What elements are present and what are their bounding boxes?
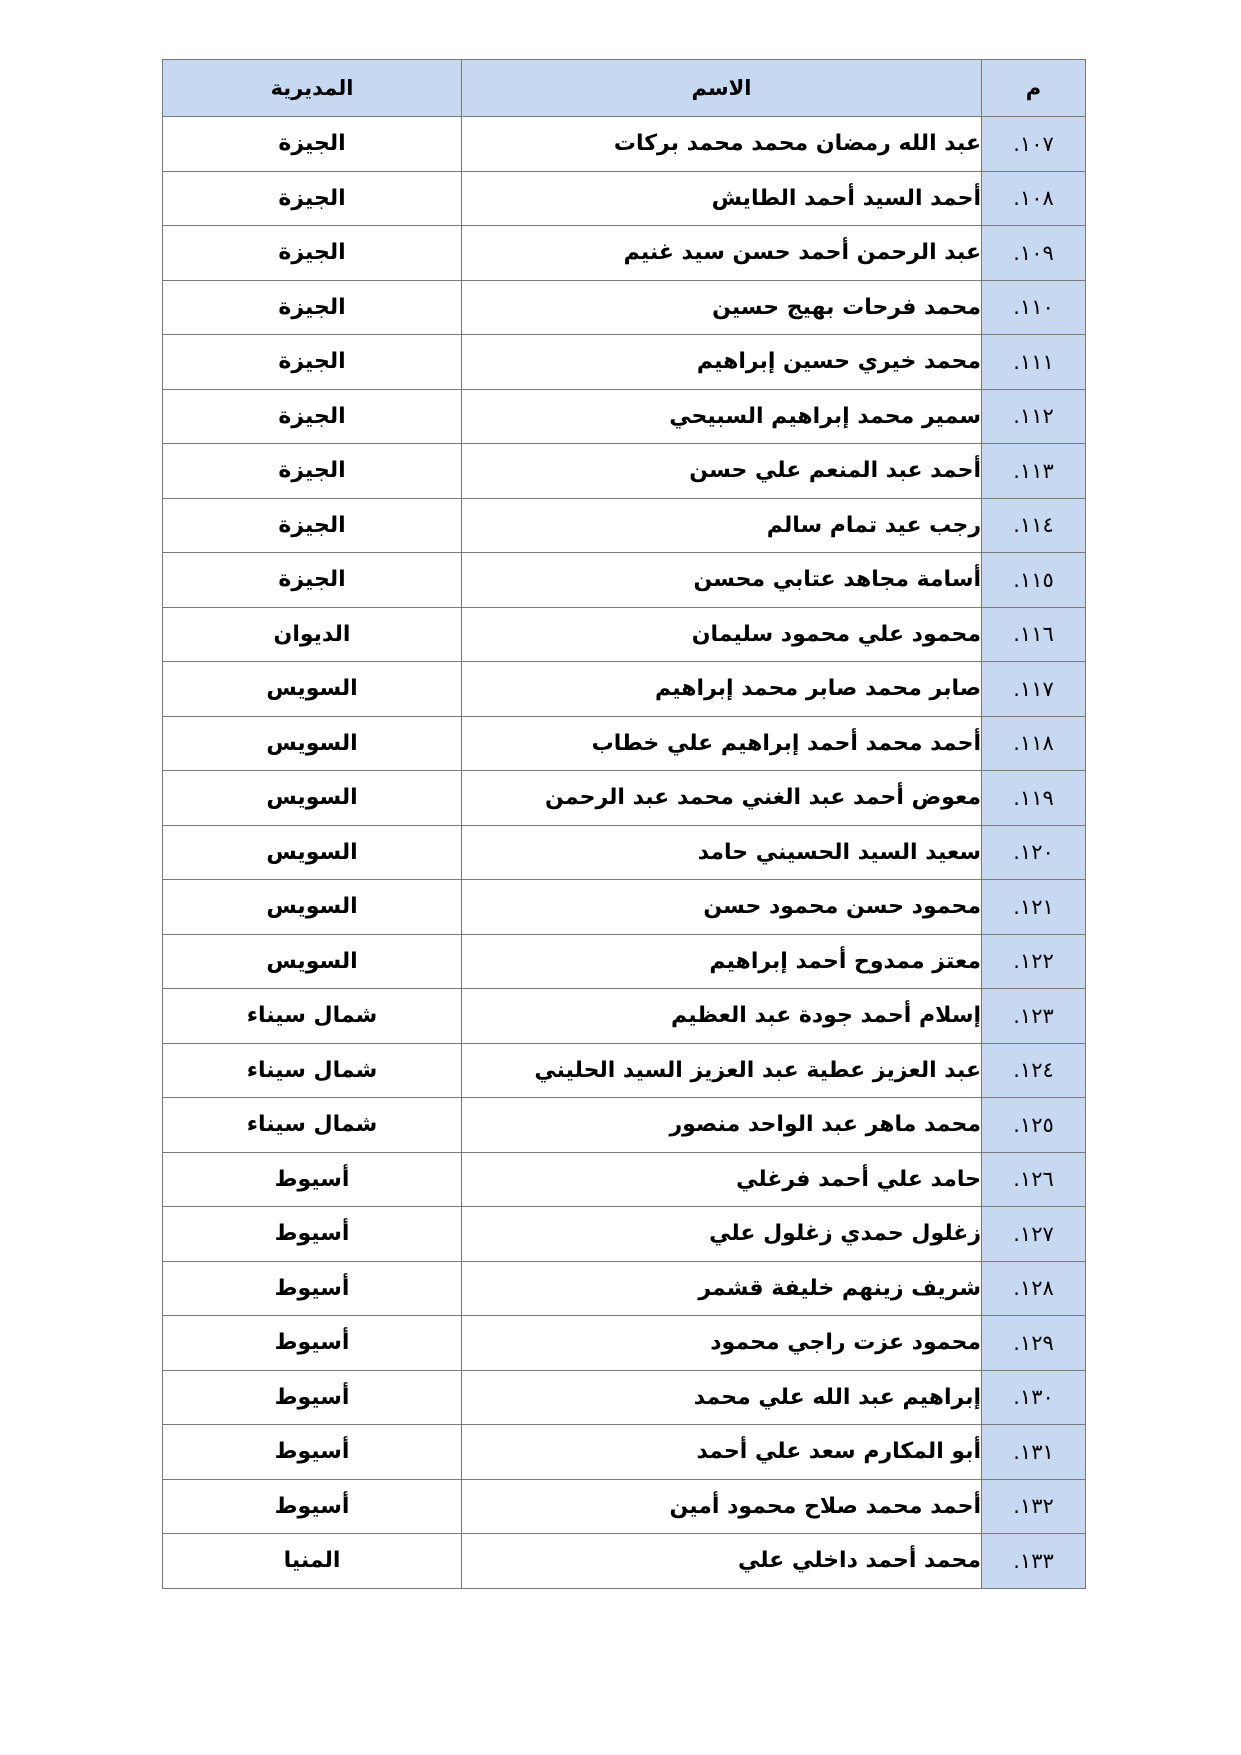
row-directorate: أسيوط bbox=[163, 1207, 462, 1262]
row-directorate: أسيوط bbox=[163, 1316, 462, 1371]
table-row bbox=[163, 1370, 1086, 1425]
row-directorate: السويس bbox=[163, 716, 462, 771]
row-directorate: الجيزة bbox=[163, 171, 462, 226]
row-name: شريف زينهم خليفة قشمر bbox=[462, 1261, 982, 1316]
table-row bbox=[163, 1316, 1086, 1371]
row-number: ١٣١. bbox=[982, 1425, 1086, 1480]
row-name: محمد فرحات بهيج حسين bbox=[462, 280, 982, 335]
row-directorate: أسيوط bbox=[163, 1370, 462, 1425]
row-number: ١١٤. bbox=[982, 498, 1086, 553]
table-row bbox=[163, 1043, 1086, 1098]
table-row bbox=[163, 335, 1086, 390]
table-row bbox=[163, 771, 1086, 826]
table-row bbox=[163, 825, 1086, 880]
row-directorate: الجيزة bbox=[163, 280, 462, 335]
row-name: عبد الله رمضان محمد محمد بركات bbox=[462, 117, 982, 172]
row-name: محمد ماهر عبد الواحد منصور bbox=[462, 1098, 982, 1153]
row-directorate: المنيا bbox=[163, 1534, 462, 1589]
row-name: سعيد السيد الحسيني حامد bbox=[462, 825, 982, 880]
table-row bbox=[163, 1479, 1086, 1534]
table-row bbox=[163, 389, 1086, 444]
row-number: ١١٥. bbox=[982, 553, 1086, 608]
table-row bbox=[163, 989, 1086, 1044]
row-name: سمير محمد إبراهيم السبيحي bbox=[462, 389, 982, 444]
roster-table bbox=[162, 59, 1086, 1589]
row-directorate: الجيزة bbox=[163, 553, 462, 608]
row-number: ١٢٢. bbox=[982, 934, 1086, 989]
row-directorate: أسيوط bbox=[163, 1261, 462, 1316]
row-name: عبد الرحمن أحمد حسن سيد غنيم bbox=[462, 226, 982, 281]
row-directorate: السويس bbox=[163, 880, 462, 935]
row-name: أحمد محمد صلاح محمود أمين bbox=[462, 1479, 982, 1534]
row-name: إسلام أحمد جودة عبد العظيم bbox=[462, 989, 982, 1044]
row-name: معوض أحمد عبد الغني محمد عبد الرحمن bbox=[462, 771, 982, 826]
row-number: ١٠٩. bbox=[982, 226, 1086, 281]
row-directorate: شمال سيناء bbox=[163, 989, 462, 1044]
row-directorate: السويس bbox=[163, 771, 462, 826]
row-number: ١٢٧. bbox=[982, 1207, 1086, 1262]
table-row bbox=[163, 1152, 1086, 1207]
row-directorate: الجيزة bbox=[163, 389, 462, 444]
table-body bbox=[163, 117, 1086, 1589]
row-number: ١٢١. bbox=[982, 880, 1086, 935]
header-number: م bbox=[982, 60, 1086, 117]
row-name: رجب عيد تمام سالم bbox=[462, 498, 982, 553]
row-directorate: السويس bbox=[163, 825, 462, 880]
row-directorate: أسيوط bbox=[163, 1425, 462, 1480]
row-number: ١٢٩. bbox=[982, 1316, 1086, 1371]
row-name: إبراهيم عبد الله علي محمد bbox=[462, 1370, 982, 1425]
row-name: أسامة مجاهد عتابي محسن bbox=[462, 553, 982, 608]
table-row bbox=[163, 117, 1086, 172]
row-directorate: الجيزة bbox=[163, 335, 462, 390]
row-name: محمود عزت راجي محمود bbox=[462, 1316, 982, 1371]
table-row bbox=[163, 662, 1086, 717]
header-directorate: المديرية bbox=[163, 60, 462, 117]
row-name: أبو المكارم سعد علي أحمد bbox=[462, 1425, 982, 1480]
header-row bbox=[163, 60, 1086, 117]
row-number: ١٠٨. bbox=[982, 171, 1086, 226]
table-row bbox=[163, 280, 1086, 335]
row-directorate: الجيزة bbox=[163, 498, 462, 553]
row-name: أحمد محمد أحمد إبراهيم علي خطاب bbox=[462, 716, 982, 771]
table-row bbox=[163, 934, 1086, 989]
table-row bbox=[163, 444, 1086, 499]
row-name: محمود علي محمود سليمان bbox=[462, 607, 982, 662]
row-number: ١٢٦. bbox=[982, 1152, 1086, 1207]
row-number: ١١٠. bbox=[982, 280, 1086, 335]
row-name: زغلول حمدي زغلول علي bbox=[462, 1207, 982, 1262]
row-directorate: الجيزة bbox=[163, 117, 462, 172]
row-name: محمد خيري حسين إبراهيم bbox=[462, 335, 982, 390]
table-row bbox=[163, 1261, 1086, 1316]
row-directorate: الديوان bbox=[163, 607, 462, 662]
row-directorate: الجيزة bbox=[163, 226, 462, 281]
row-name: محمود حسن محمود حسن bbox=[462, 880, 982, 935]
row-number: ١٢٣. bbox=[982, 989, 1086, 1044]
row-directorate: أسيوط bbox=[163, 1152, 462, 1207]
table-row bbox=[163, 553, 1086, 608]
row-number: ١٢٠. bbox=[982, 825, 1086, 880]
table-header bbox=[163, 60, 1086, 117]
table-row bbox=[163, 226, 1086, 281]
row-name: عبد العزيز عطية عبد العزيز السيد الحليني bbox=[462, 1043, 982, 1098]
row-name: محمد أحمد داخلي علي bbox=[462, 1534, 982, 1589]
header-name: الاسم bbox=[462, 60, 982, 117]
row-directorate: شمال سيناء bbox=[163, 1043, 462, 1098]
row-number: ١١٧. bbox=[982, 662, 1086, 717]
row-number: ١٢٨. bbox=[982, 1261, 1086, 1316]
row-number: ١٣٢. bbox=[982, 1479, 1086, 1534]
row-name: أحمد عبد المنعم علي حسن bbox=[462, 444, 982, 499]
table-row bbox=[163, 1098, 1086, 1153]
row-number: ١٣٠. bbox=[982, 1370, 1086, 1425]
row-directorate: السويس bbox=[163, 934, 462, 989]
row-name: أحمد السيد أحمد الطايش bbox=[462, 171, 982, 226]
row-number: ١١١. bbox=[982, 335, 1086, 390]
row-number: ١١٦. bbox=[982, 607, 1086, 662]
table-row bbox=[163, 1207, 1086, 1262]
table-row bbox=[163, 1425, 1086, 1480]
row-directorate: السويس bbox=[163, 662, 462, 717]
table-row bbox=[163, 607, 1086, 662]
table-row bbox=[163, 716, 1086, 771]
row-directorate: الجيزة bbox=[163, 444, 462, 499]
row-number: ١٢٤. bbox=[982, 1043, 1086, 1098]
row-number: ١٣٣. bbox=[982, 1534, 1086, 1589]
row-name: معتز ممدوح أحمد إبراهيم bbox=[462, 934, 982, 989]
row-name: حامد علي أحمد فرغلي bbox=[462, 1152, 982, 1207]
row-number: ١١٩. bbox=[982, 771, 1086, 826]
table-row bbox=[163, 880, 1086, 935]
row-number: ١٠٧. bbox=[982, 117, 1086, 172]
row-number: ١٢٥. bbox=[982, 1098, 1086, 1153]
table-row bbox=[163, 171, 1086, 226]
table-row bbox=[163, 1534, 1086, 1589]
row-directorate: شمال سيناء bbox=[163, 1098, 462, 1153]
row-name: صابر محمد صابر محمد إبراهيم bbox=[462, 662, 982, 717]
table-row bbox=[163, 498, 1086, 553]
row-number: ١١٣. bbox=[982, 444, 1086, 499]
row-directorate: أسيوط bbox=[163, 1479, 462, 1534]
row-number: ١١٨. bbox=[982, 716, 1086, 771]
row-number: ١١٢. bbox=[982, 389, 1086, 444]
